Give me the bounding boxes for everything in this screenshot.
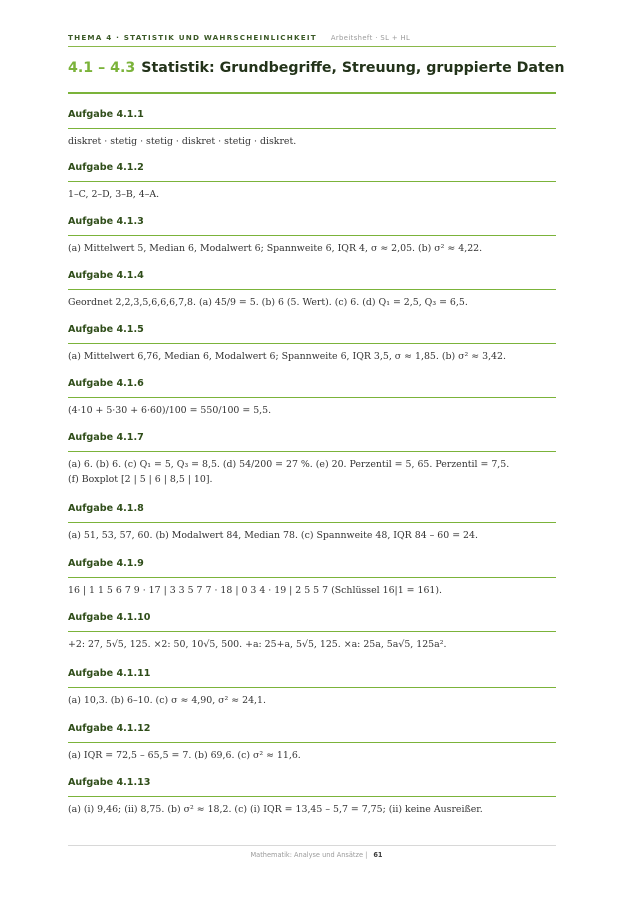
task-rule (68, 235, 556, 236)
task-title: Aufgabe 4.1.7 (68, 432, 144, 443)
task-answer: (4·10 + 5·30 + 6·60)/100 = 550/100 = 5,5. (68, 405, 272, 416)
task-title: Aufgabe 4.1.12 (68, 723, 151, 734)
task-4-1-5 (68, 321, 556, 364)
task-title: Aufgabe 4.1.13 (68, 777, 151, 788)
task-rule (68, 181, 556, 182)
task-answer: (a) (i) 9,46; (ii) 8,75. (b) σ² ≈ 18,2. (c) (i) IQR = 13,45 – 5,7 = 7,75; (ii) keine Ausreißer. (68, 804, 483, 815)
section-title: Statistik: Grundbegriffe, Streuung, gruppierte Daten (141, 60, 565, 76)
task-rule (68, 742, 556, 743)
task-title: Aufgabe 4.1.6 (68, 378, 144, 389)
task-title: Aufgabe 4.1.10 (68, 612, 151, 623)
section-number: 4.1 – 4.3 (68, 60, 136, 76)
task-title: Aufgabe 4.1.1 (68, 109, 144, 120)
task-title: Aufgabe 4.1.5 (68, 324, 144, 335)
task-answer: 1–C, 2–D, 3–B, 4–A. (68, 189, 160, 200)
task-4-1-9 (68, 555, 556, 598)
task-answer: (a) Mittelwert 5, Median 6, Modalwert 6; Spannweite 6, IQR 4, σ ≈ 2,05. (b) σ² ≈ 4,22. (68, 243, 483, 254)
header-divider (68, 46, 556, 47)
task-4-1-1 (68, 106, 556, 149)
task-rule (68, 289, 556, 290)
task-rule (68, 343, 556, 344)
task-4-1-13 (68, 774, 556, 817)
task-4-1-2 (68, 159, 556, 202)
task-4-1-8 (68, 500, 556, 543)
task-rule (68, 397, 556, 398)
task-rule (68, 631, 556, 632)
header-meta: Arbeitsheft · SL + HL (330, 34, 411, 42)
task-answer: +2: 27, 5√5, 125. ×2: 50, 10√5, 500. +a: 25+a, 5√5, 125. ×a: 25a, 5a√5, 125a². (68, 639, 447, 650)
task-4-1-6 (68, 375, 556, 418)
task-title: Aufgabe 4.1.3 (68, 216, 144, 227)
task-answer: Geordnet 2,2,3,5,6,6,6,7,8. (a) 45/9 = 5. (b) 6 (5. Wert). (c) 6. (d) Q₁ = 2,5, Q₃ = 6,5. (68, 297, 468, 308)
task-4-1-3 (68, 213, 556, 256)
task-4-1-11 (68, 665, 556, 708)
task-4-1-7 (68, 429, 556, 487)
task-answer: (a) IQR = 72,5 – 65,5 = 7. (b) 69,6. (c) σ² ≈ 11,6. (68, 750, 301, 761)
task-answer: (a) 51, 53, 57, 60. (b) Modalwert 84, Median 78. (c) Spannweite 48, IQR 84 – 60 = 24. (68, 530, 478, 541)
task-4-1-12 (68, 720, 556, 763)
task-rule (68, 128, 556, 129)
page-footer (0, 851, 633, 859)
task-title: Aufgabe 4.1.9 (68, 558, 144, 569)
task-rule (68, 577, 556, 578)
task-title: Aufgabe 4.1.2 (68, 162, 144, 173)
task-title: Aufgabe 4.1.8 (68, 503, 144, 514)
running-header (68, 33, 556, 42)
footer-divider (68, 845, 556, 846)
task-answer: diskret · stetig · stetig · diskret · stetig · diskret. (68, 136, 297, 147)
running-title: THEMA 4 · STATISTIK UND WAHRSCHEINLICHKEIT (68, 33, 317, 42)
task-rule (68, 687, 556, 688)
task-answer: (a) 6. (b) 6. (c) Q₁ = 5, Q₃ = 8,5. (d) 54/200 = 27 %. (e) 20. Perzentil = 5, 65. Perzentil = 7,5. (f) Boxplot [2 | 5 | 6 | 8,5 | 10]. (68, 459, 510, 485)
section-title-rule (68, 92, 556, 94)
task-title: Aufgabe 4.1.11 (68, 668, 151, 679)
task-4-1-10 (68, 609, 556, 652)
task-rule (68, 796, 556, 797)
task-answer: 16 | 1 1 5 6 7 9 · 17 | 3 3 5 7 7 · 18 | 0 3 4 · 19 | 2 5 5 7 (Schlüssel 16|1 = 161). (68, 585, 443, 596)
task-rule (68, 522, 556, 523)
task-answer: (a) 10,3. (b) 6–10. (c) σ ≈ 4,90, σ² ≈ 24,1. (68, 695, 266, 706)
footer-book-title: Mathematik: Analyse und Ansätze | (250, 851, 368, 859)
task-rule (68, 451, 556, 452)
task-answer: (a) Mittelwert 6,76, Median 6, Modalwert 6; Spannweite 6, IQR 3,5, σ ≈ 1,85. (b) σ² ≈ 3,42. (68, 351, 506, 362)
section-heading (68, 60, 565, 76)
task-4-1-4 (68, 267, 556, 310)
task-title: Aufgabe 4.1.4 (68, 270, 144, 281)
page-number: 61 (373, 851, 383, 859)
